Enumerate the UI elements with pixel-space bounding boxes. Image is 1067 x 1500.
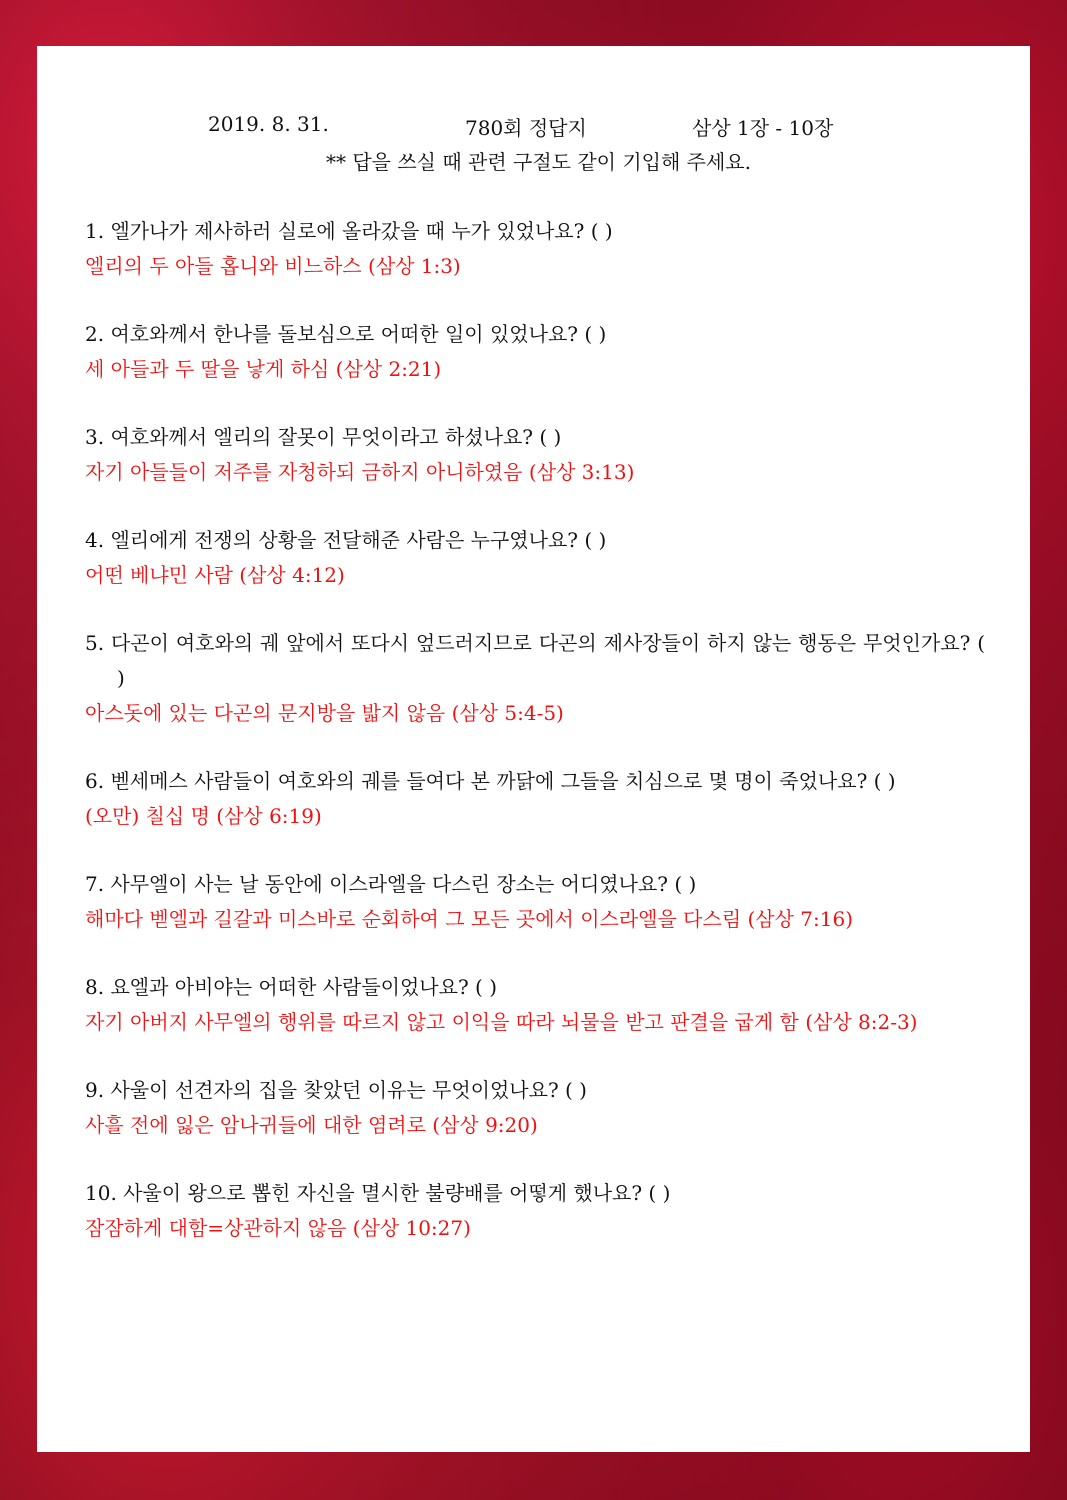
question-text: 6. 벧세메스 사람들이 여호와의 궤를 들여다 본 까닭에 그들을 치심으로 몇 명이 죽었나요? ( ) [85, 769, 896, 793]
answer-text: (오만) 칠십 명 (삼상 6:19) [85, 804, 322, 828]
question-item [85, 1073, 985, 1143]
question-list [85, 214, 985, 1279]
question-text: 1. 엘가나가 제사하러 실로에 올라갔을 때 누가 있었나요? ( ) [85, 219, 613, 243]
answer-text: 어떤 베냐민 사람 (삼상 4:12) [85, 563, 345, 587]
question-item [85, 867, 985, 937]
answer-text: 자기 아버지 사무엘의 행위를 따르지 않고 이익을 따라 뇌물을 받고 판결을 굽게 함 (삼상 8:2-3) [85, 1010, 918, 1034]
question-text: 5. 다곤이 여호와의 궤 앞에서 또다시 엎드러지므로 다곤의 제사장들이 하지 않는 행동은 무엇인가요? ( ) [85, 631, 985, 690]
question-text: 2. 여호와께서 한나를 돌보심으로 어떠한 일이 있었나요? ( ) [85, 322, 607, 346]
question-text: 10. 사울이 왕으로 뽑힌 자신을 멸시한 불량배를 어떻게 했나요? ( ) [85, 1181, 671, 1205]
answer-text: 잠잠하게 대함=상관하지 않음 (삼상 10:27) [85, 1216, 471, 1240]
header-date: 2019. 8. 31. [208, 112, 329, 136]
question-item [85, 764, 985, 834]
question-item [85, 523, 985, 593]
header-info-line [37, 112, 1030, 144]
question-text: 3. 여호와께서 엘리의 잘못이 무엇이라고 하셨나요? ( ) [85, 425, 562, 449]
question-text: 8. 요엘과 아비야는 어떠한 사람들이었나요? ( ) [85, 975, 497, 999]
answer-sheet [37, 46, 1030, 1452]
answer-text: 엘리의 두 아들 홉니와 비느하스 (삼상 1:3) [85, 254, 461, 278]
question-item [85, 317, 985, 387]
header-instruction: ** 답을 쓰실 때 관련 구절도 같이 기입해 주세요. [326, 150, 751, 174]
header-title: 780회 정답지 [465, 116, 587, 140]
question-text: 9. 사울이 선견자의 집을 찾았던 이유는 무엇이었나요? ( ) [85, 1078, 587, 1102]
answer-text: 사흘 전에 잃은 암나귀들에 대한 염려로 (삼상 9:20) [85, 1113, 538, 1137]
question-item [85, 626, 985, 731]
question-item [85, 1176, 985, 1246]
header-range: 삼상 1장 - 10장 [692, 116, 834, 140]
question-item [85, 420, 985, 490]
question-item [85, 214, 985, 284]
question-item [85, 970, 985, 1040]
answer-text: 해마다 벧엘과 길갈과 미스바로 순회하여 그 모든 곳에서 이스라엘을 다스림 (삼상 7:16) [85, 907, 854, 931]
question-text: 4. 엘리에게 전쟁의 상황을 전달해준 사람은 누구였나요? ( ) [85, 528, 607, 552]
answer-text: 자기 아들들이 저주를 자청하되 금하지 아니하였음 (삼상 3:13) [85, 460, 635, 484]
sheet-header [37, 112, 1030, 175]
question-text: 7. 사무엘이 사는 날 동안에 이스라엘을 다스린 장소는 어디였나요? ( ) [85, 872, 697, 896]
answer-text: 세 아들과 두 딸을 낳게 하심 (삼상 2:21) [85, 357, 442, 381]
answer-text: 아스돗에 있는 다곤의 문지방을 밟지 않음 (삼상 5:4-5) [85, 701, 564, 725]
